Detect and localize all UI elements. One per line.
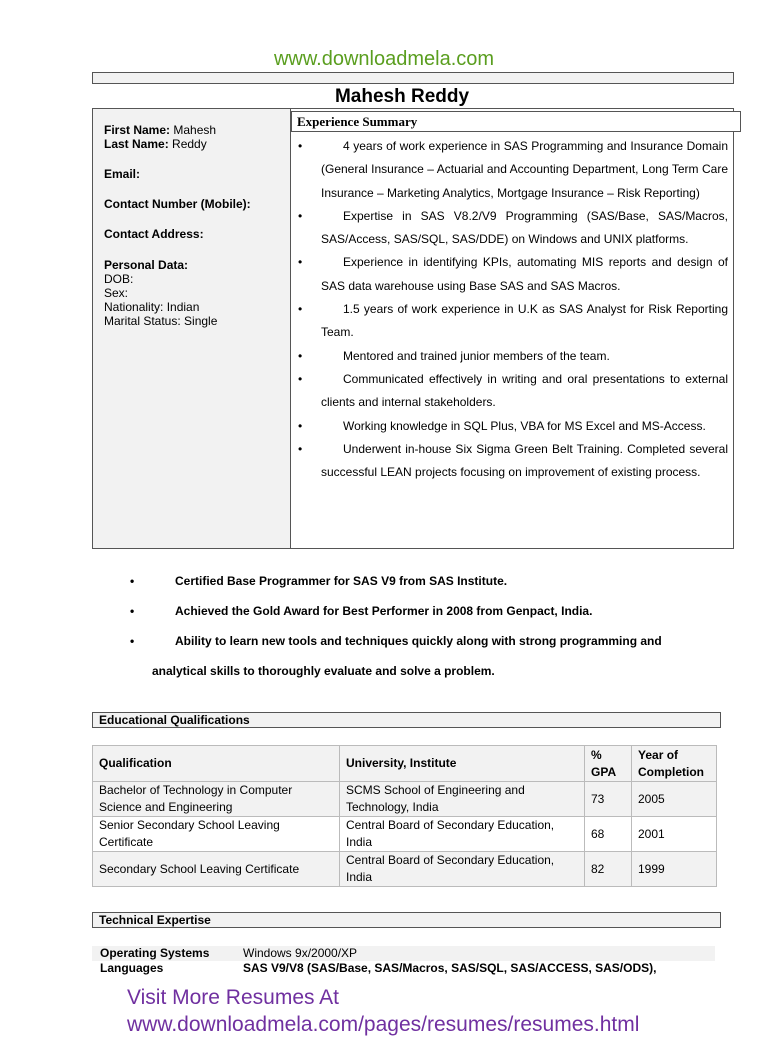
- table-cell: Secondary School Leaving Certificate: [93, 852, 340, 887]
- list-item: • 4 years of work experience in SAS Programming and Insurance Domain (General Insurance – Actuarial and Accounting Department, Long Term Care Insurance – Marketing Analytics, Mortgage Insurance – Risk Reporting): [298, 135, 728, 205]
- personal-details-panel: [93, 109, 291, 548]
- table-header-row: [93, 746, 717, 782]
- experience-summary-heading: Experience Summary: [291, 111, 741, 132]
- table-cell: 73: [585, 782, 632, 817]
- table-cell: Senior Secondary School Leaving Certificate: [93, 817, 340, 852]
- table-cell: Central Board of Secondary Education, India: [340, 852, 585, 887]
- first-name-row: [104, 123, 290, 137]
- table-cell: SCMS School of Engineering and Technology, India: [340, 782, 585, 817]
- list-item: • Ability to learn new tools and techniques quickly along with strong programming and: [130, 626, 710, 656]
- technical-expertise-heading: Technical Expertise: [92, 912, 721, 928]
- column-header: Year of Completion: [632, 746, 717, 782]
- table-cell: Central Board of Secondary Education, India: [340, 817, 585, 852]
- last-name-label: Last Name:: [104, 137, 169, 151]
- table-cell: 2005: [632, 782, 717, 817]
- table-row: [93, 782, 717, 817]
- dob-label: DOB:: [104, 272, 134, 286]
- email-label: Email:: [104, 167, 141, 181]
- tech-value: SAS V9/V8 (SAS/Base, SAS/Macros, SAS/SQL, SAS/ACCESS, SAS/ODS),: [243, 961, 657, 975]
- table-cell: Bachelor of Technology in Computer Science and Engineering: [93, 782, 340, 817]
- contact-number-label: Contact Number (Mobile):: [104, 197, 251, 211]
- list-item: • Mentored and trained junior members of the team.: [298, 345, 728, 368]
- first-name-label: First Name:: [104, 123, 171, 137]
- sex-label: Sex:: [104, 286, 129, 300]
- table-cell: 2001: [632, 817, 717, 852]
- tech-value: Windows 9x/2000/XP: [243, 946, 358, 960]
- list-item: [92, 946, 715, 961]
- summary-box: [92, 108, 734, 549]
- education-heading: Educational Qualifications: [92, 712, 721, 728]
- last-name-value: Reddy: [172, 137, 207, 151]
- nationality-value: Nationality: Indian: [104, 300, 200, 314]
- top-divider-bar: [92, 72, 734, 84]
- site-url-header[interactable]: www.downloadmela.com: [273, 48, 495, 70]
- column-header: University, Institute: [340, 746, 585, 782]
- achievements-list: [130, 566, 710, 686]
- footer-visit-text: Visit More Resumes At: [127, 986, 340, 1009]
- table-cell: 1999: [632, 852, 717, 887]
- list-item: • Certified Base Programmer for SAS V9 from SAS Institute.: [130, 566, 710, 596]
- list-item: • Experience in identifying KPIs, automating MIS reports and design of SAS data warehouse using Base SAS and SAS Macros.: [298, 251, 728, 298]
- list-item: • Underwent in-house Six Sigma Green Belt Training. Completed several successful LEAN projects focusing on improvement of existing process.: [298, 438, 728, 485]
- experience-list: [298, 135, 728, 484]
- table-row: [93, 852, 717, 887]
- candidate-name-title: Mahesh Reddy: [334, 86, 470, 107]
- technical-expertise-list: [92, 946, 715, 976]
- contact-address-label: Contact Address:: [104, 227, 204, 241]
- tech-label: Operating Systems: [100, 946, 210, 960]
- education-table: [92, 745, 717, 887]
- list-item: [92, 961, 715, 976]
- list-item: • Working knowledge in SQL Plus, VBA for MS Excel and MS-Access.: [298, 415, 728, 438]
- list-item-continuation: analytical skills to thoroughly evaluate and solve a problem.: [152, 664, 495, 678]
- first-name-value: Mahesh: [173, 123, 217, 137]
- footer-url-link[interactable]: www.downloadmela.com/pages/resumes/resumes.html: [127, 1013, 640, 1036]
- list-item: • Communicated effectively in writing and oral presentations to external clients and internal stakeholders.: [298, 368, 728, 415]
- list-item: • Expertise in SAS V8.2/V9 Programming (SAS/Base, SAS/Macros, SAS/Access, SAS/SQL, SAS/DDE) on Windows and UNIX platforms.: [298, 205, 728, 252]
- column-header: Qualification: [93, 746, 340, 782]
- column-header: % GPA: [585, 746, 632, 782]
- personal-data-label: Personal Data:: [104, 258, 189, 272]
- list-item: • 1.5 years of work experience in U.K as SAS Analyst for Risk Reporting Team.: [298, 298, 728, 345]
- table-row: [93, 817, 717, 852]
- last-name-row: [104, 137, 290, 151]
- table-cell: 82: [585, 852, 632, 887]
- tech-label: Languages: [100, 961, 164, 975]
- marital-status-value: Marital Status: Single: [104, 314, 218, 328]
- list-item: • Achieved the Gold Award for Best Performer in 2008 from Genpact, India.: [130, 596, 710, 626]
- table-cell: 68: [585, 817, 632, 852]
